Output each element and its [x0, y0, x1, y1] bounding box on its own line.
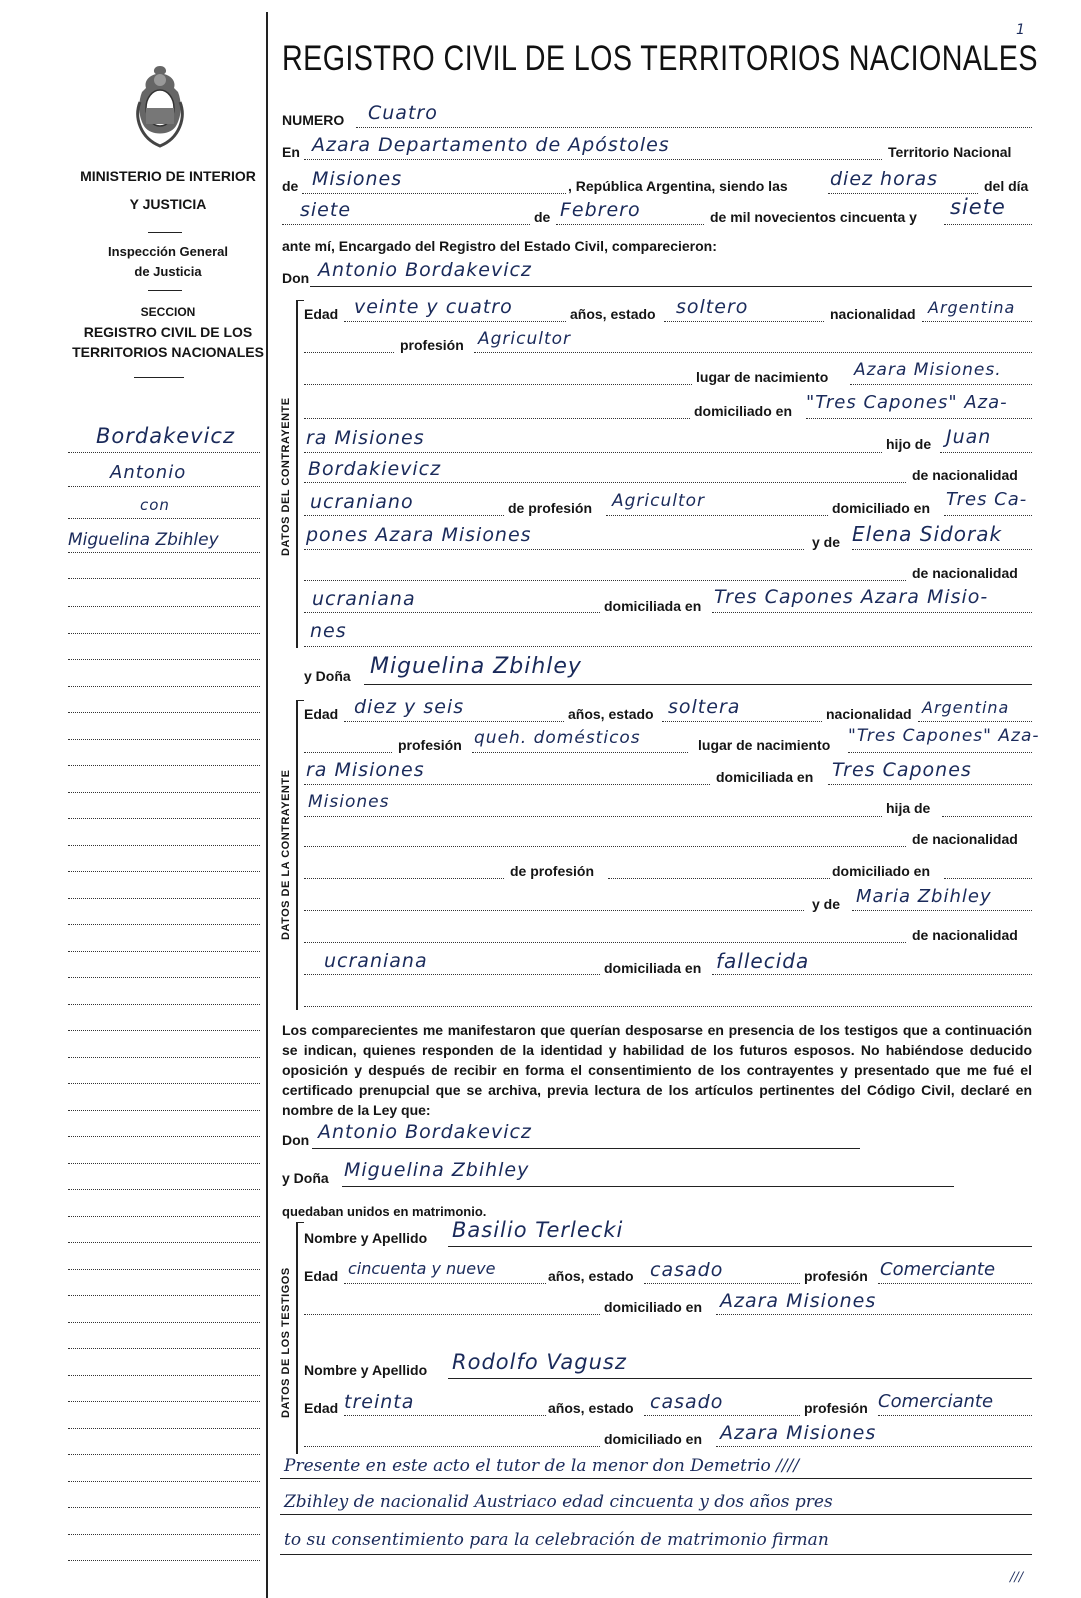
side-line [68, 1216, 260, 1217]
side-line [68, 1189, 260, 1190]
padre-dom-value: Tres Ca- [946, 489, 1028, 510]
field-line [852, 549, 1032, 550]
t1-domicilio-value: Azara Misiones [720, 1290, 877, 1312]
del-dia-label: del día [984, 178, 1029, 194]
madre-dom-value: fallecida [716, 949, 810, 973]
t2-nombre-label: Nombre y Apellido [304, 1362, 428, 1378]
domicilio-value: Tres Capones [832, 759, 972, 781]
page-title: REGISTRO CIVIL DE LOS TERRITORIOS NACIONALES [282, 39, 1038, 78]
field-line [304, 752, 392, 753]
field-line [304, 452, 882, 453]
estado-value: soltero [676, 296, 749, 318]
de-nac-label: de nacionalidad [912, 467, 1018, 483]
side-line [68, 1322, 260, 1323]
de-prof-label: de profesión [510, 863, 595, 879]
ante-label: ante mí, Encargado del Registro del Estado Civil, comparecieron: [282, 238, 717, 254]
anios-label: años, estado [570, 306, 656, 322]
field-line [344, 1283, 546, 1284]
field-line [304, 974, 600, 975]
field-line [922, 321, 1032, 322]
coat-of-arms-icon [134, 62, 186, 148]
t1-prof-label: profesión [804, 1268, 868, 1284]
edad-value: veinte y cuatro [354, 296, 513, 318]
side-line [68, 1295, 260, 1296]
madre-nac-value: ucraniana [312, 588, 416, 610]
anio-value: siete [950, 195, 1006, 219]
side-line [68, 792, 260, 793]
field-line [364, 684, 1032, 685]
side-line [68, 1163, 260, 1164]
de-prof-label: de profesión [508, 500, 593, 516]
section-label-testigos: DATOS DE LOS TESTIGOS [280, 1267, 292, 1418]
side-line [68, 486, 260, 487]
lugar-label: lugar de nacimiento [698, 737, 831, 753]
t2-edad-value: treinta [344, 1391, 415, 1413]
margin-con: con [140, 496, 170, 514]
nacionalidad-value: Argentina [922, 698, 1010, 717]
divider [134, 377, 184, 378]
union-don-label: Don [282, 1132, 310, 1148]
side-line [68, 1242, 260, 1243]
ministry-line1: MINISTERIO DE INTERIOR [80, 168, 256, 184]
field-line [304, 846, 906, 847]
field-line [852, 910, 1032, 911]
t2-prof-label: profesión [804, 1400, 868, 1416]
t2-profesion-value: Comerciante [878, 1391, 994, 1412]
field-line [304, 910, 804, 911]
de-nac2-label: de nacionalidad [912, 565, 1018, 581]
padre2-value: Bordakievicz [308, 458, 442, 480]
field-line [304, 1006, 1032, 1007]
section-bracket [296, 300, 304, 301]
field-line [850, 384, 1032, 385]
side-line [68, 1269, 260, 1270]
side-line [68, 871, 260, 872]
legal-paragraph: Los comparecientes me manifestaron que querían desposarse en presencia de los testigos que a continuación se indican, quienes responden de la identidad y habilidad de los futuros esposos. No habiéndose deducido oposición y después de recibir en forma el consentimiento de los contrayentes y presentado que me fué el certificado prenupcial que se archiva, previa lectura de los artículos pertinentes del Código Civil, declaré en nombre de la Ley que: [282, 1022, 1032, 1118]
side-line [68, 578, 260, 579]
field-line [304, 1314, 600, 1315]
side-line [68, 1030, 260, 1031]
section-label: SECCION [140, 305, 196, 319]
madre-dom2-value: nes [310, 620, 347, 642]
side-line [68, 1428, 260, 1429]
field-line [280, 1478, 1032, 1479]
field-line [304, 352, 394, 353]
padre-nac-value: ucraniano [310, 491, 414, 513]
side-line [68, 924, 260, 925]
t1-dom-label: domiciliado en [604, 1299, 703, 1315]
prof-label: profesión [400, 337, 464, 353]
field-line [304, 816, 882, 817]
t1-nombre-label: Nombre y Apellido [304, 1230, 428, 1246]
note-line1: Presente en este acto el tutor de la menor don Demetrio //// [284, 1456, 800, 1476]
domicilio2-value: ra Misiones [306, 427, 425, 449]
side-line [68, 552, 260, 553]
prof-label: profesión [398, 737, 462, 753]
field-line [474, 352, 1032, 353]
hija-label: hija de [886, 800, 931, 816]
mes-value: Febrero [560, 199, 641, 221]
numero-value: Cuatro [368, 102, 438, 124]
field-line [644, 1415, 800, 1416]
dom-label: domiciliada en [716, 769, 814, 785]
don-value: Antonio Bordakevicz [318, 259, 532, 281]
field-line [712, 974, 1032, 975]
field-line [342, 1186, 954, 1187]
nacionalidad-value: Argentina [928, 298, 1016, 317]
t2-edad-label: Edad [304, 1400, 339, 1416]
field-line [608, 878, 830, 879]
side-line [68, 686, 260, 687]
section-label-contrayente: DATOS DEL CONTRAYENTE [280, 397, 292, 556]
field-line [280, 1514, 1032, 1515]
t1-edad-label: Edad [304, 1268, 339, 1284]
field-line [304, 515, 504, 516]
lugar-value: "Tres Capones" Aza- [848, 726, 1040, 746]
dia-value: siete [300, 199, 352, 221]
side-line [68, 1560, 260, 1561]
field-line [304, 612, 600, 613]
side-line [68, 1375, 260, 1376]
field-line [304, 159, 882, 160]
y-de-label: y de [812, 896, 841, 912]
field-line [828, 784, 1032, 785]
margin-surname: Bordakevicz [96, 424, 235, 448]
field-line [304, 878, 504, 879]
y-de-label: y de [812, 534, 841, 550]
field-line [304, 784, 710, 785]
field-line [828, 193, 978, 194]
field-line [606, 515, 828, 516]
mil-label: de mil novecientos cincuenta y [710, 209, 917, 225]
field-line [304, 482, 906, 483]
en-value: Azara Departamento de Apóstoles [312, 134, 670, 156]
inspection-line1: Inspección General [108, 244, 228, 259]
side-line [68, 1110, 260, 1111]
side-line [68, 452, 260, 453]
t1-edad-value: cincuenta y nueve [348, 1259, 496, 1278]
divider [148, 290, 182, 291]
section-bracket [296, 1222, 304, 1223]
field-line [304, 942, 906, 943]
field-line [878, 1283, 1032, 1284]
side-line [68, 712, 260, 713]
field-line [304, 646, 1032, 647]
field-line [806, 418, 1032, 419]
madre-value: Maria Zbihley [856, 886, 992, 907]
side-line [68, 845, 260, 846]
side-line [68, 765, 260, 766]
field-line [344, 1415, 546, 1416]
section-name-line2: TERRITORIOS NACIONALES [72, 344, 264, 360]
side-line [68, 739, 260, 740]
don-label: Don [282, 270, 310, 286]
domicilio2-value: Misiones [308, 792, 390, 812]
hora-value: diez horas [830, 168, 939, 190]
side-line [68, 659, 260, 660]
territorio-value: Misiones [312, 168, 403, 190]
domiciliada-label: domiciliada en [604, 598, 702, 614]
t1-estado-value: casado [650, 1259, 724, 1281]
section-label-contrayente-f: DATOS DE LA CONTRAYENTE [280, 769, 292, 940]
ministry-line2: Y JUSTICIA [129, 196, 207, 212]
edad-value: diez y seis [354, 696, 465, 718]
padre-value: Juan [946, 426, 992, 448]
field-line [304, 549, 804, 550]
t1-nombre-value: Basilio Terlecki [452, 1218, 624, 1242]
field-line [312, 1148, 860, 1149]
t2-domicilio-value: Azara Misiones [720, 1422, 877, 1444]
lugar-value: Azara Misiones. [854, 360, 1002, 380]
field-line [848, 752, 1032, 753]
field-line [280, 1554, 1032, 1555]
field-line [712, 612, 1032, 613]
field-line [448, 1246, 1032, 1247]
republica-label: , República Argentina, siendo las [568, 178, 788, 194]
edad-label: Edad [304, 706, 339, 722]
side-line [68, 898, 260, 899]
side-line [68, 1057, 260, 1058]
field-line [942, 816, 1032, 817]
t2-anios-label: años, estado [548, 1400, 634, 1416]
t2-nombre-value: Rodolfo Vagusz [452, 1350, 627, 1374]
side-line [68, 518, 260, 519]
field-line [944, 515, 1032, 516]
field-line [356, 127, 1032, 128]
field-line [716, 1446, 1032, 1447]
field-line [310, 286, 1032, 287]
padre-dom2-value: pones Azara Misiones [306, 524, 532, 546]
side-line [68, 606, 260, 607]
de-nac-label: de nacionalidad [912, 831, 1018, 847]
field-line [344, 321, 566, 322]
section-bracket [296, 300, 298, 648]
field-line [302, 193, 566, 194]
field-line [304, 1446, 600, 1447]
dom-label: domiciliado en [694, 403, 793, 419]
field-line [556, 224, 704, 225]
union-dona-label: y Doña [282, 1170, 329, 1186]
field-line [344, 721, 564, 722]
union-don-value: Antonio Bordakevicz [318, 1121, 532, 1143]
estado-value: soltera [668, 696, 741, 718]
domiciliada-label: domiciliada en [604, 960, 702, 976]
side-line [68, 633, 260, 634]
divider [148, 232, 182, 233]
note-line2: Zbihley de nacionalid Austriaco edad cincuenta y dos años pres [284, 1492, 833, 1512]
t1-anios-label: años, estado [548, 1268, 634, 1284]
side-line [68, 1534, 260, 1535]
side-line [68, 1136, 260, 1137]
field-line [664, 321, 824, 322]
section-heading [70, 302, 266, 362]
dom2-label: domiciliado en [832, 500, 931, 516]
margin-bride-name: Miguelina Zbihley [68, 530, 219, 550]
edad-label: Edad [304, 306, 339, 322]
dom2-label: domiciliado en [832, 863, 931, 879]
numero-label: NUMERO [282, 112, 345, 128]
field-line [716, 1314, 1032, 1315]
lugar2-value: ra Misiones [306, 759, 425, 781]
section-name-line1: REGISTRO CIVIL DE LOS [83, 324, 253, 340]
field-line [448, 1378, 1032, 1379]
inspection-heading [70, 242, 266, 282]
ministry-heading [70, 166, 266, 214]
field-line [304, 384, 692, 385]
dona-value: Miguelina Zbihley [370, 654, 582, 679]
madre-value: Elena Sidorak [852, 522, 1003, 546]
lugar-label: lugar de nacimiento [696, 369, 829, 385]
side-line [68, 1004, 260, 1005]
field-line [472, 752, 688, 753]
field-line [644, 1283, 800, 1284]
main-border [266, 12, 268, 1598]
section-bracket [296, 700, 298, 1010]
profesion-value: queh. domésticos [474, 728, 641, 748]
margin-given-name: Antonio [110, 462, 187, 483]
anios-label: años, estado [568, 706, 654, 722]
t2-dom-label: domiciliado en [604, 1431, 703, 1447]
domicilio-value: "Tres Capones" Aza- [806, 392, 1008, 413]
side-line [68, 1454, 260, 1455]
profesion-value: Agricultor [478, 329, 572, 349]
side-line [68, 818, 260, 819]
hijo-label: hijo de [886, 436, 932, 452]
dona-label: y Doña [304, 668, 351, 684]
side-line [68, 1348, 260, 1349]
union-dona-value: Miguelina Zbihley [344, 1159, 530, 1181]
side-line [68, 951, 260, 952]
side-line [68, 1481, 260, 1482]
t2-estado-value: casado [650, 1391, 724, 1413]
nac-label: nacionalidad [826, 706, 912, 722]
territorio-label: Territorio Nacional [888, 144, 1012, 160]
side-line [68, 1083, 260, 1084]
note-line3: to su consentimiento para la celebración de matrimonio firman [284, 1530, 829, 1550]
field-line [918, 721, 1032, 722]
field-line [282, 224, 530, 225]
en-label: En [282, 144, 300, 160]
padre-prof-value: Agricultor [612, 491, 706, 511]
side-line [68, 1401, 260, 1402]
field-line [944, 878, 1032, 879]
section-bracket [296, 1222, 298, 1454]
section-bracket [296, 700, 304, 701]
nac-label: nacionalidad [830, 306, 916, 322]
field-line [662, 721, 822, 722]
inspection-line2: de Justicia [134, 264, 202, 279]
field-line [940, 452, 1032, 453]
field-line [878, 1415, 1032, 1416]
side-line [68, 977, 260, 978]
side-line [68, 1507, 260, 1508]
field-line [304, 580, 906, 581]
t1-profesion-value: Comerciante [880, 1259, 996, 1280]
de-nac2-label: de nacionalidad [912, 927, 1018, 943]
madre-dom-value: Tres Capones Azara Misio- [714, 586, 989, 608]
page-mark: 1 [1016, 22, 1026, 38]
de-mes-label: de [534, 209, 551, 225]
de-label: de [282, 178, 299, 194]
note-line4: /// [1010, 1570, 1024, 1585]
madre-nac-value: ucraniana [324, 950, 428, 972]
field-line [304, 418, 690, 419]
field-line [944, 224, 1032, 225]
unidos-text: quedaban unidos en matrimonio. [282, 1204, 487, 1219]
